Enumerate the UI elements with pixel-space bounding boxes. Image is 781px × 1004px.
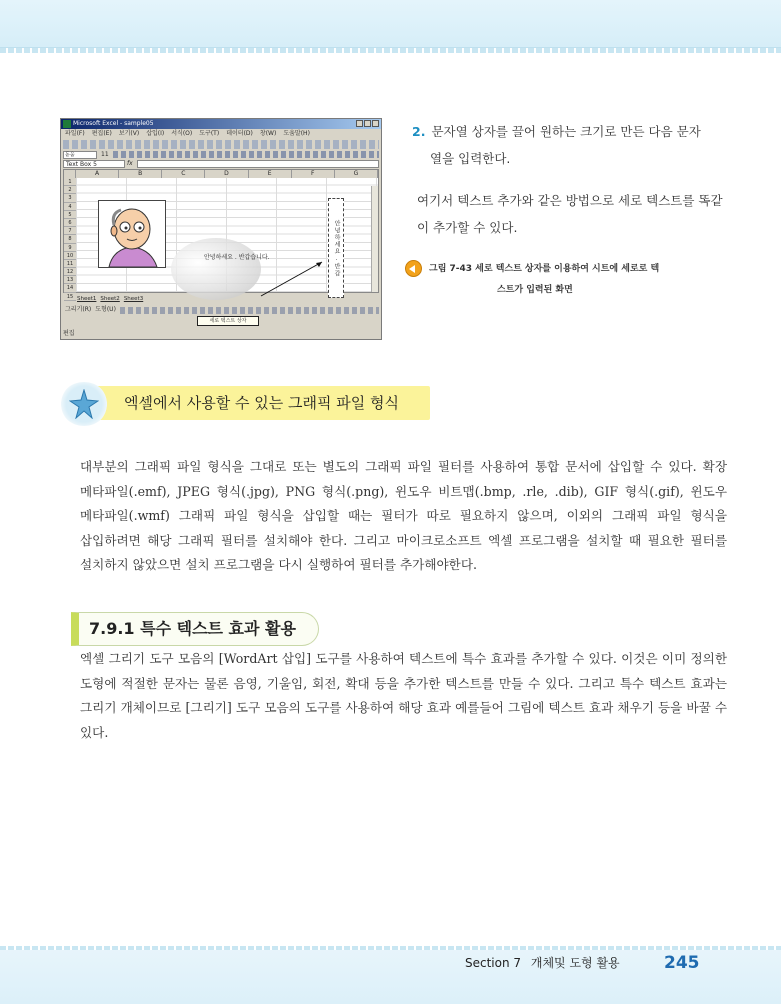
- paragraph-graphic-formats: 대부분의 그래픽 파일 형식을 그대로 또는 별도의 그래픽 파일 필터를 사용하여 통합 문서에 삽입할 수 있다. 확장 메타파일(.emf), JPEG 형식(.jpg), PNG 형식(.png), 윈도우 비트맵(.bmp, .rle, .dib), GIF 형식(.gif), 윈도우 메타파일(.wmf) 그래픽 파일 형식을 삽입할 때는 필터가 따로 필요하지 않으며, 이외의 그래픽 파일 형식을 삽입하려면 해당 그래픽 필터를 설치해야 한다. 그리고 마이크로소프트 엑셀 프로그램을 설치할 때 필요한 필터를 설치하지 않았으면 설치 프로그램을 다시 실행하여 필터를 추가해야한다.: [80, 459, 727, 573]
- section-heading-text: [94, 386, 430, 420]
- step-number: 2.: [412, 124, 426, 139]
- close-icon: [372, 120, 379, 127]
- tooltip-vertical-text-box: 세로 텍스트 상자: [197, 316, 259, 326]
- fx-icon: fx: [127, 160, 133, 167]
- draw-menu: 그리기(R): [65, 306, 92, 313]
- row-header: 2: [64, 186, 76, 194]
- menu-insert: 삽입(I): [146, 130, 165, 137]
- row-headers: [64, 178, 76, 300]
- row-header: 6: [64, 219, 76, 227]
- excel-screenshot: [60, 118, 382, 340]
- footer-section: Section 7: [465, 956, 522, 970]
- vertical-text-box: 안녕하세요.반갑: [328, 198, 344, 298]
- maximize-icon: [364, 120, 371, 127]
- section-heading: [60, 384, 430, 422]
- excel-menubar: [61, 129, 381, 139]
- sheet-tab-1: Sheet1: [77, 296, 97, 302]
- font-name-box: 돋움: [63, 151, 97, 159]
- format-toolbar: [63, 150, 379, 159]
- star-icon: [60, 382, 108, 426]
- figure-caption: [429, 259, 729, 301]
- subsection-heading: [71, 612, 319, 646]
- row-header: 10: [64, 252, 76, 260]
- format-toolbar-icons: [113, 151, 379, 158]
- footer-title: 개체및 도형 활용: [530, 956, 620, 970]
- sheet-tab-3: Sheet3: [123, 296, 144, 302]
- menu-file: 파일(F): [65, 130, 85, 137]
- menu-data: 데이터(D): [226, 130, 253, 137]
- column-header: [64, 170, 76, 178]
- sheet-tabs: [63, 295, 379, 304]
- column-header: G: [335, 170, 378, 178]
- cell-greeting-text: 안녕하세요 . 반갑습니다.: [204, 254, 270, 261]
- figure-caption-line-1: 그림 7-43 세로 텍스트 상자를 이용하여 시트에 세로로 텍: [429, 264, 660, 274]
- row-header: 13: [64, 276, 76, 284]
- window-buttons: [356, 120, 379, 127]
- step-line-2: 열을 입력한다.: [430, 151, 511, 166]
- column-header: E: [249, 170, 292, 178]
- formula-input: [137, 160, 379, 168]
- column-header: A: [76, 170, 119, 178]
- menu-edit: 편집(E): [91, 130, 112, 137]
- column-header: D: [205, 170, 248, 178]
- figure-arrow-icon: [405, 260, 422, 277]
- autoshape-menu: 도형(U): [95, 306, 116, 313]
- step-2: [412, 118, 730, 172]
- column-headers: [64, 170, 378, 178]
- row-header: 5: [64, 211, 76, 219]
- section-heading-label: 엑셀에서 사용할 수 있는 그래픽 파일 형식: [124, 394, 399, 412]
- excel-titlebar: [61, 119, 381, 129]
- font-size-box: 11: [101, 151, 109, 158]
- star-shape: [69, 389, 99, 419]
- vertical-scrollbar: [371, 186, 378, 292]
- step-line-1: 문자열 상자를 끌어 원하는 크기로 만든 다음 문자: [431, 124, 701, 139]
- figure-caption-line-2: 스트가 입력된 화면: [497, 285, 573, 295]
- row-header: 8: [64, 235, 76, 243]
- row-header: 15: [64, 293, 76, 301]
- row-header: 7: [64, 227, 76, 235]
- column-header: C: [162, 170, 205, 178]
- row-header: 4: [64, 203, 76, 211]
- menu-view: 보기(V): [118, 130, 140, 137]
- note-text: 여기서 텍스트 추가와 같은 방법으로 세로 텍스트를 똑같이 추가할 수 있다.: [417, 193, 723, 235]
- standard-toolbar: [63, 140, 379, 149]
- drawing-tool-icons: [120, 307, 379, 314]
- row-header: 12: [64, 268, 76, 276]
- row-header: 1: [64, 178, 76, 186]
- menu-help: 도움말(H): [283, 130, 310, 137]
- excel-title-text: Microsoft Excel - sample05: [73, 120, 154, 127]
- paragraph-text-effects: 엑셀 그리기 도구 모음의 [WordArt 삽입] 도구를 사용하여 텍스트에 특수 효과를 추가할 수 있다. 이것은 이미 정의한 도형에 적절한 문자는 물론 음영, 기울임, 회전, 확대 등을 추가한 텍스트를 만들 수 있다. 그리고 특수 텍스트 효과는 그리기 개체이므로 [그리기] 도구 모음의 도구를 사용하여 해당 효과 예를들어 그림에 텍스트 효과 채우기 등을 바꿀 수 있다.: [80, 651, 727, 740]
- drawing-toolbar: [63, 305, 379, 315]
- subsection-heading-text: 7.9.1 특수 텍스트 효과 활용: [71, 612, 319, 646]
- sheet-tab-2: Sheet2: [100, 296, 120, 302]
- minimize-icon: [356, 120, 363, 127]
- row-header: 11: [64, 260, 76, 268]
- cell-area: [76, 178, 378, 292]
- name-box: Text Box 5: [63, 160, 125, 168]
- header-band: [0, 0, 781, 48]
- menu-window: 창(W): [259, 130, 277, 137]
- column-header: B: [119, 170, 162, 178]
- formula-bar: [61, 160, 381, 169]
- excel-app-icon: [63, 120, 71, 128]
- row-header: 14: [64, 284, 76, 292]
- row-header: 3: [64, 194, 76, 202]
- menu-format: 서식(O): [171, 130, 193, 137]
- page-number: 245: [664, 953, 700, 973]
- footer: [465, 950, 620, 976]
- status-bar: 편집: [63, 330, 75, 337]
- menu-tools: 도구(T): [199, 130, 220, 137]
- row-header: 9: [64, 244, 76, 252]
- column-header: F: [292, 170, 335, 178]
